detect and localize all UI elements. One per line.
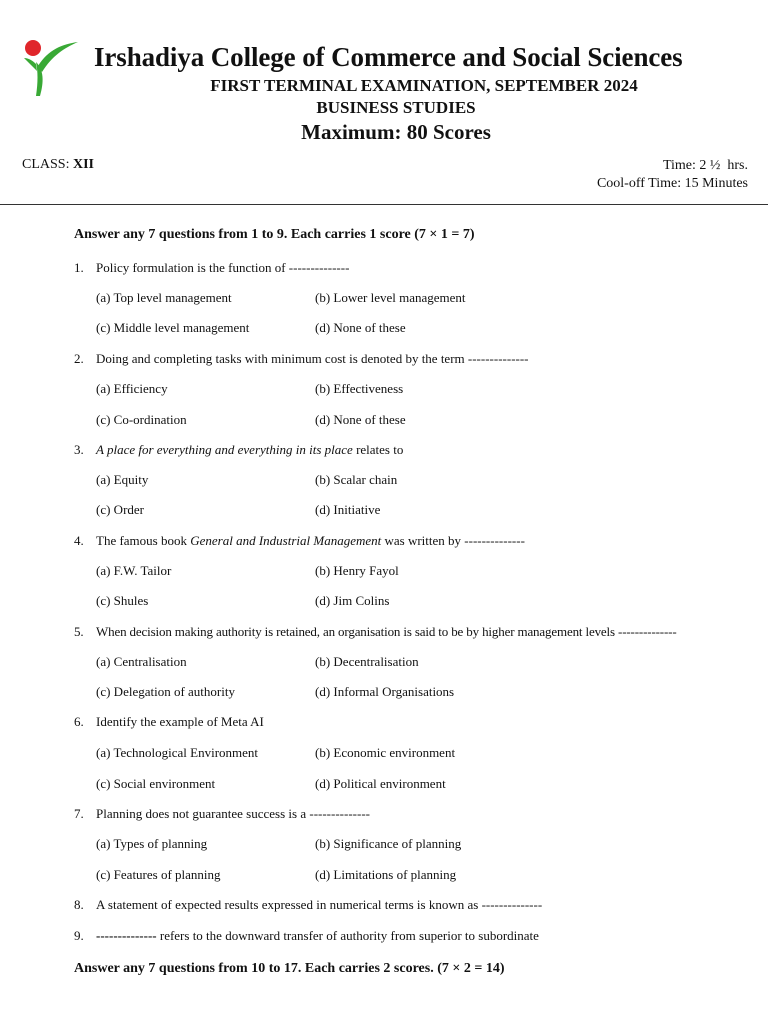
option: (b) Economic environment: [315, 745, 456, 760]
question-number: 9.: [74, 928, 84, 943]
class-info: [22, 157, 94, 173]
question-number: 3.: [74, 442, 84, 457]
option: (a) Technological Environment: [96, 745, 259, 760]
option: (b) Lower level management: [315, 290, 466, 305]
question-number: 5.: [74, 624, 84, 639]
question-text: When decision making authority is retained, an organisation is said to be by higher management levels --------------: [96, 624, 677, 639]
option: (d) Political environment: [315, 776, 446, 791]
option: (a) Centralisation: [96, 654, 187, 669]
question-number: 7.: [74, 806, 84, 821]
option: (a) Top level management: [96, 290, 232, 305]
option: (b) Decentralisation: [315, 654, 419, 669]
cooloff-time: Cool-off Time: 15 Minutes: [596, 176, 748, 191]
option: (d) Jim Colins: [315, 593, 390, 608]
max-score: Maximum: 80 Scores: [301, 120, 491, 144]
option: (c) Middle level management: [96, 320, 250, 335]
exam-title: FIRST TERMINAL EXAMINATION, SEPTEMBER 2024: [210, 76, 638, 95]
question: [74, 442, 403, 458]
question-number: 4.: [74, 533, 84, 548]
question-text: Doing and completing tasks with minimum cost is denoted by the term --------------: [96, 351, 529, 366]
option: (b) Significance of planning: [315, 836, 462, 851]
option: (c) Co-ordination: [96, 412, 187, 427]
college-name: Irshadiya College of Commerce and Social Sciences: [94, 42, 683, 72]
question: [74, 897, 542, 913]
question: [74, 351, 529, 367]
question-text: A statement of expected results expressed in numerical terms is known as --------------: [96, 897, 543, 912]
option: (c) Order: [96, 502, 144, 517]
class-label: CLASS:: [22, 157, 73, 172]
option: (d) Informal Organisations: [315, 684, 455, 699]
section-heading: Answer any 7 questions from 1 to 9. Each carries 1 score (7 × 1 = 7): [74, 227, 475, 242]
option: (a) F.W. Tailor: [96, 563, 172, 578]
question-number: 6.: [74, 714, 84, 729]
option: (d) Initiative: [315, 502, 381, 517]
question-text: The famous book: [96, 533, 191, 548]
question-text: Policy formulation is the function of --------------: [96, 260, 350, 275]
time-info: [597, 157, 748, 193]
question-text-italic: A place for everything and everything in its place: [96, 442, 353, 457]
question-number: 8.: [74, 897, 84, 912]
option: (d) None of these: [315, 320, 406, 335]
question-text: Identify the example of Meta AI: [96, 714, 264, 729]
option: (d) Limitations of planning: [315, 867, 457, 882]
option: (c) Features of planning: [96, 867, 221, 882]
question: [74, 260, 349, 276]
question-text: Planning does not guarantee success is a --------------: [96, 806, 370, 821]
option: (a) Equity: [96, 472, 149, 487]
question: [74, 714, 264, 730]
exam-duration: Time: 2 ½ hrs.: [662, 158, 748, 173]
question: [74, 928, 539, 944]
option: (b) Scalar chain: [315, 472, 398, 487]
question-text: was written by --------------: [381, 533, 525, 548]
class-value: XII: [72, 157, 94, 172]
question-text: relates to: [352, 442, 404, 457]
option: (a) Efficiency: [96, 381, 168, 396]
option: (b) Effectiveness: [315, 381, 404, 396]
option: (d) None of these: [315, 412, 406, 427]
question: [74, 624, 677, 640]
subject-title: BUSINESS STUDIES: [316, 98, 476, 117]
option: (c) Shules: [96, 593, 149, 608]
question-text-italic: General and Industrial Management: [190, 533, 382, 548]
question-blank: --------------: [96, 928, 157, 943]
question: [74, 533, 525, 549]
option: (c) Social environment: [96, 776, 216, 791]
option: (b) Henry Fayol: [315, 563, 399, 578]
question-number: 1.: [74, 260, 84, 275]
option: (c) Delegation of authority: [96, 684, 235, 699]
question: [74, 806, 370, 822]
option: (a) Types of planning: [96, 836, 208, 851]
question-text: refers to the downward transfer of authority from superior to subordinate: [156, 928, 539, 943]
question-number: 2.: [74, 351, 84, 366]
section-heading: Answer any 7 questions from 10 to 17. Each carries 2 scores. (7 × 2 = 14): [74, 961, 505, 976]
header-divider: [0, 204, 768, 205]
